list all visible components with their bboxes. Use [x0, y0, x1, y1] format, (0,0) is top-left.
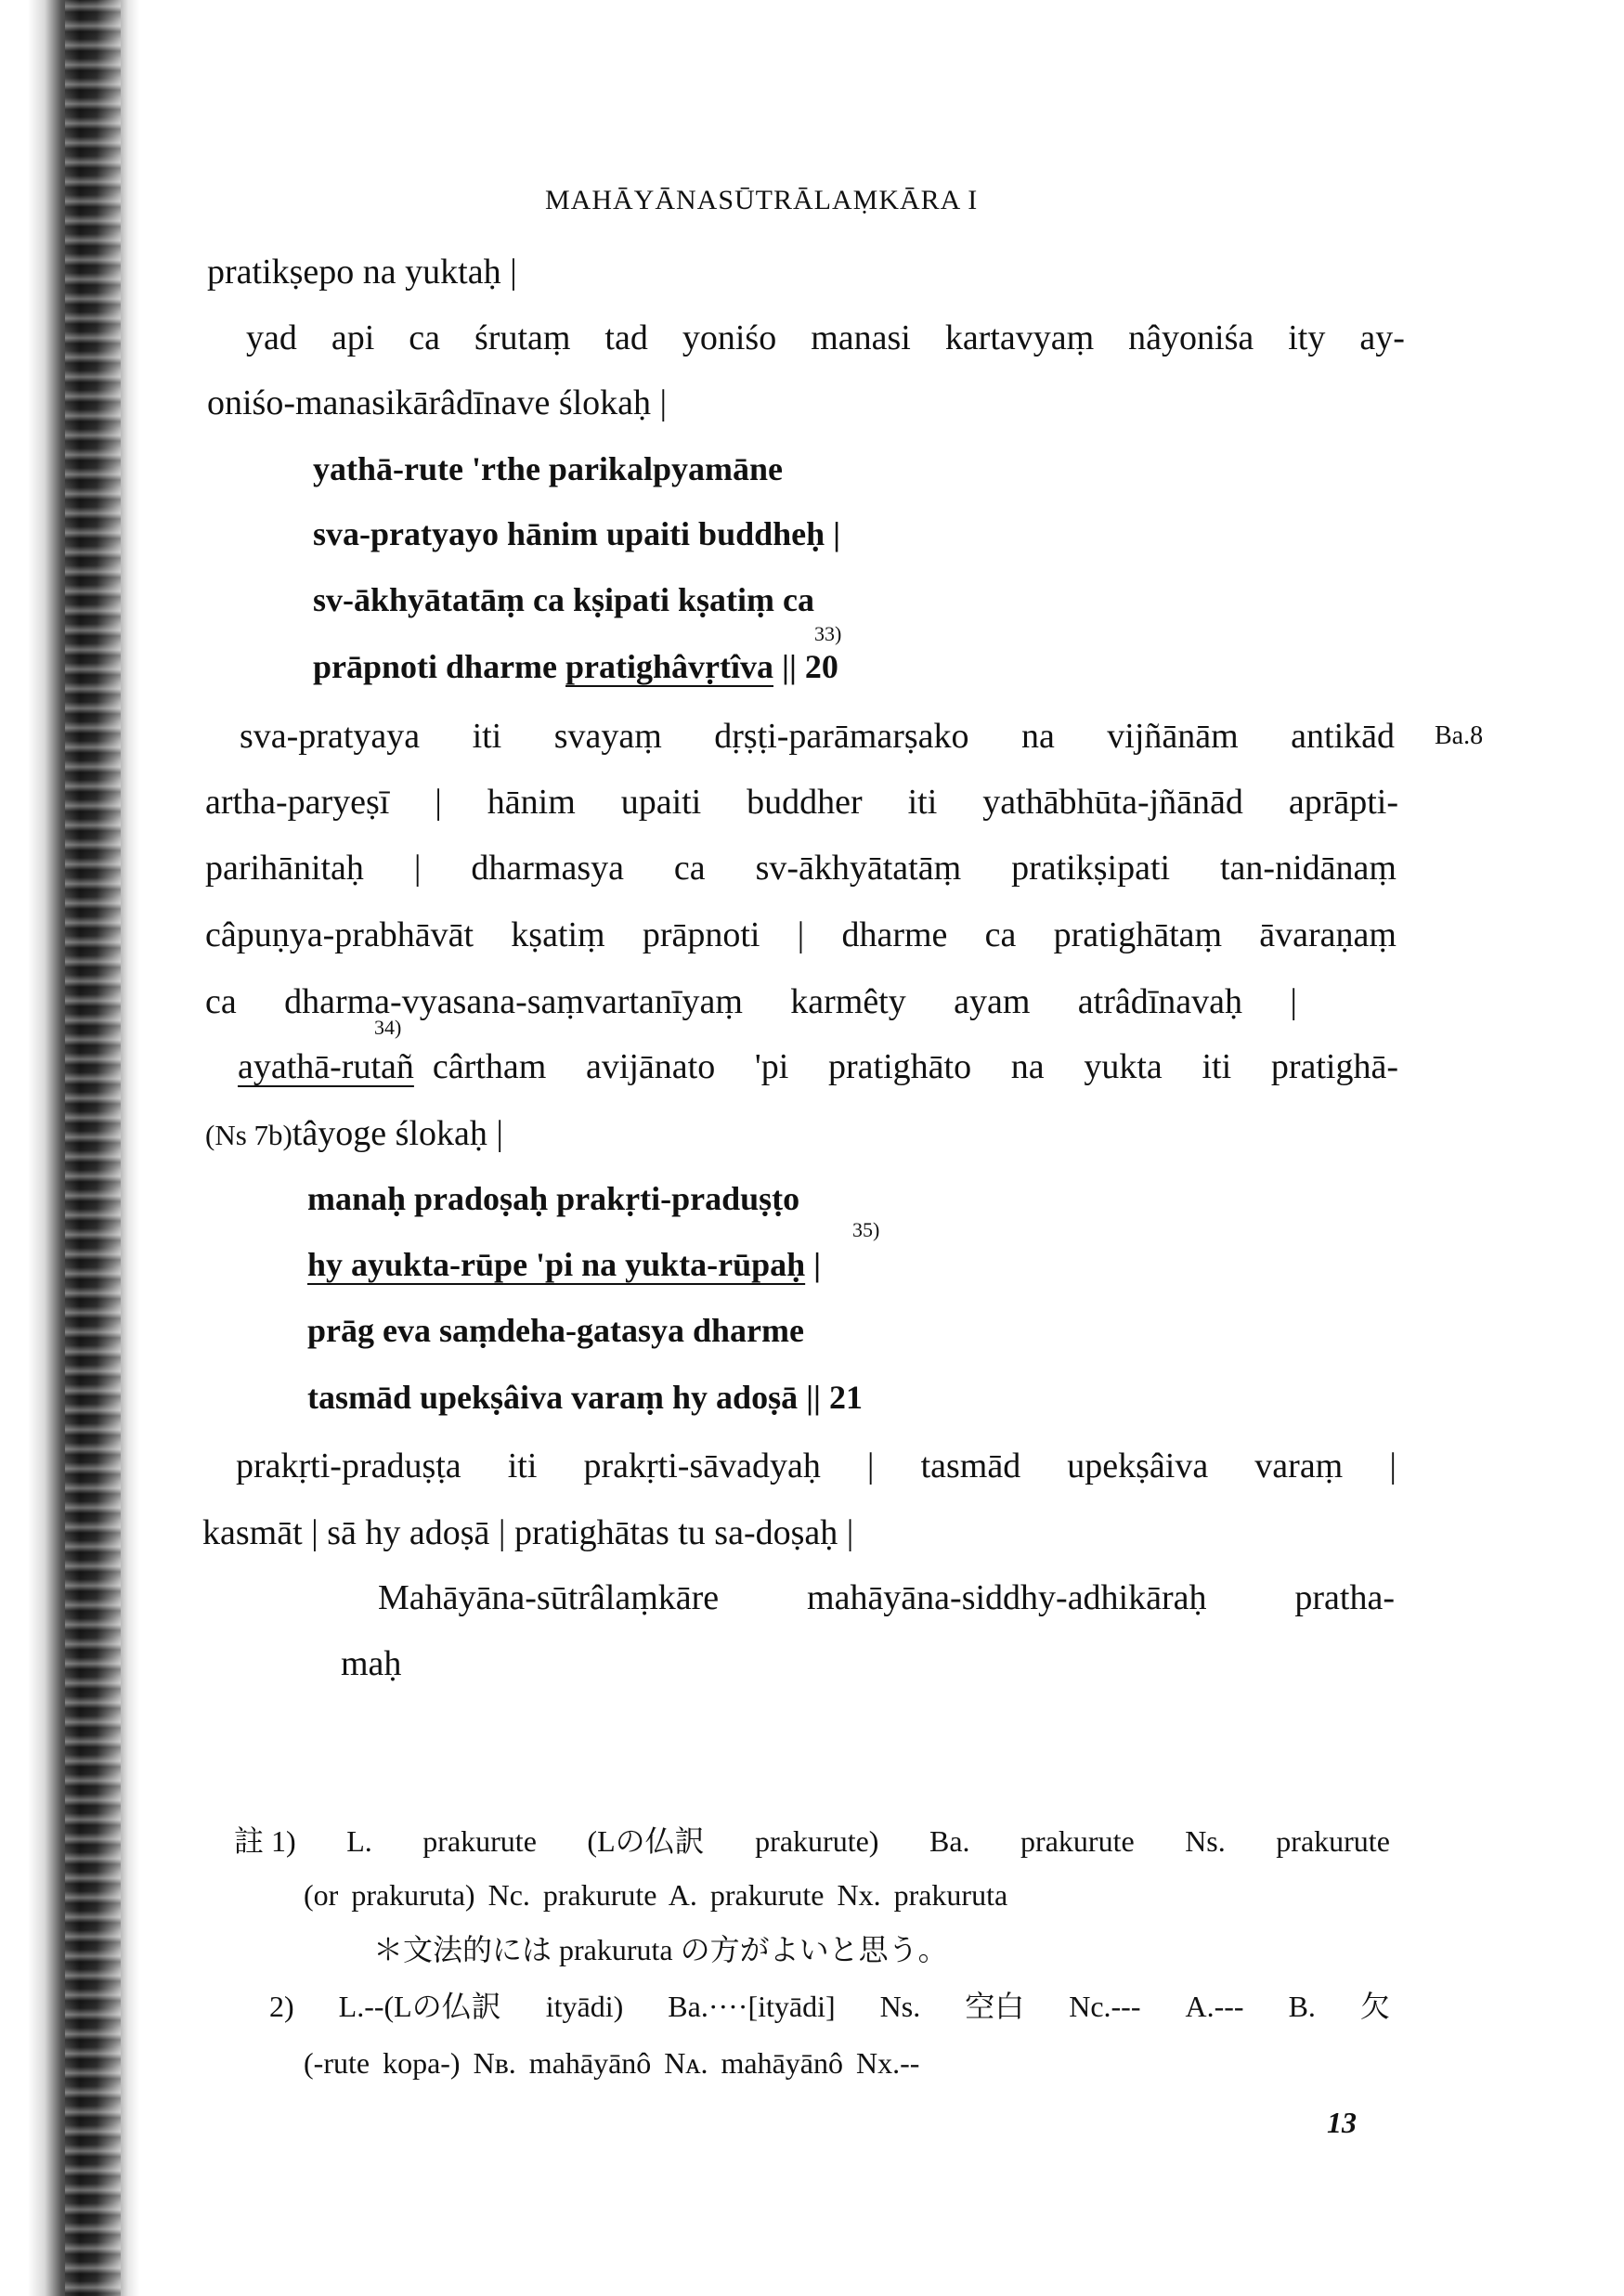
word: iti — [507, 1446, 538, 1485]
book-binding-shadow — [0, 0, 139, 2296]
verse-20-line-a: yathā-rute 'rthe parikalpyamāne — [313, 450, 783, 487]
footnote-1-line-3: ＊文法的には prakuruta の方がよいと思う。 — [373, 1933, 948, 1966]
footnote-2-line-1 — [269, 1991, 1390, 2021]
word: iti — [472, 717, 502, 756]
footnote-ref-35: 35) — [852, 1218, 880, 1241]
word: ca — [205, 982, 237, 1021]
word: yad — [246, 318, 297, 357]
word: 欠 — [1359, 1990, 1390, 2023]
verse-20-underlined: pratighâvṛtîva — [565, 648, 774, 685]
word: ca — [409, 318, 441, 357]
word: dharmasya — [471, 849, 624, 888]
word: artha-paryeṣī — [205, 783, 390, 822]
word: 'pi — [754, 1047, 789, 1086]
word: sv-ākhyātatāṃ — [755, 849, 962, 888]
word: cârtham — [432, 1047, 547, 1086]
word: | — [797, 915, 805, 954]
word: 2) — [269, 1990, 294, 2023]
word: L. — [346, 1824, 372, 1858]
word: | — [435, 783, 442, 822]
verse-20-line-d — [313, 650, 838, 683]
word: prakṛti-praduṣṭa — [236, 1446, 461, 1485]
word: yathābhūta-jñānād — [982, 783, 1243, 822]
commentary-line-6 — [238, 1049, 1398, 1084]
word: hānim — [487, 783, 576, 822]
word: Ba.····[ityādi] — [668, 1990, 836, 2023]
word: yoniśo — [682, 318, 777, 357]
commentary-line-3 — [205, 850, 1397, 886]
word: Ns. — [879, 1990, 921, 2023]
word: ayam — [954, 982, 1031, 1021]
colophon-line-1 — [378, 1580, 1395, 1615]
word: mahāyāna-siddhy-adhikāraḥ — [807, 1578, 1207, 1617]
word: pratighā- — [1270, 1047, 1398, 1086]
word: āvaraṇaṃ — [1259, 915, 1397, 954]
word: Ba. — [929, 1824, 970, 1858]
word: aprāpti- — [1288, 783, 1398, 822]
verse-20-line-c: sv-ākhyātatāṃ ca kṣipati kṣatiṃ ca — [313, 581, 815, 618]
word: A.--- — [1185, 1990, 1244, 2023]
word: | — [413, 849, 422, 888]
word: | — [866, 1446, 875, 1485]
word: L.--(Lの仏訳 — [338, 1990, 501, 2023]
verse-21-line-b-end: | — [805, 1246, 822, 1283]
word: pratighātaṃ — [1053, 915, 1223, 954]
word: vijñānām — [1107, 717, 1239, 756]
text-line-1: pratikṣepo na yuktaḥ | — [207, 253, 517, 292]
word: atrâdīnavaḥ — [1077, 982, 1242, 1021]
word: prakurute — [1020, 1824, 1135, 1858]
footnote-1-line-1 — [234, 1826, 1390, 1856]
verse-21-line-d: tasmād upekṣâiva varaṃ hy adoṣā || 21 — [307, 1379, 863, 1416]
word: prakurute) — [755, 1824, 879, 1858]
word: na — [1010, 1047, 1045, 1086]
word: iti — [907, 783, 938, 822]
word: sva-pratyaya — [240, 717, 421, 756]
word: ca — [673, 849, 706, 888]
word: prāpnoti — [642, 915, 760, 954]
page-number: 13 — [1327, 2106, 1357, 2139]
word: api — [331, 318, 375, 357]
word: Nc.--- — [1069, 1990, 1141, 2023]
footnote-ref-34: 34) — [374, 1016, 402, 1039]
word: avijānato — [585, 1047, 716, 1086]
commentary-line-7 — [205, 1116, 503, 1151]
word: karmêty — [790, 982, 906, 1021]
word: dṛṣṭi-parāmarṣako — [714, 717, 969, 756]
word: nâyoniśa — [1128, 318, 1254, 357]
word: ity — [1288, 318, 1326, 357]
word: śrutaṃ — [474, 318, 571, 357]
word: antikād — [1291, 717, 1395, 756]
word: tan-nidānaṃ — [1219, 849, 1397, 888]
word: Ns. — [1185, 1824, 1226, 1858]
word: câpuṇya-prabhāvāt — [205, 915, 474, 954]
verse-21-line-b — [307, 1248, 821, 1281]
text-line-2 — [246, 320, 1405, 356]
commentary-line-1 — [240, 719, 1395, 754]
commentary-line-4 — [205, 917, 1397, 953]
footnote-2-line-2: (-rute kopa-) Nʙ. mahāyānô Nᴀ. mahāyānô Nx.-- — [304, 2046, 920, 2080]
footnote-ref-33: 33) — [814, 622, 842, 645]
word: prakurute — [1276, 1824, 1390, 1858]
word: upaiti — [620, 783, 702, 822]
commentary-21-line-1 — [236, 1448, 1397, 1484]
word: ca — [984, 915, 1017, 954]
word: tasmād — [920, 1446, 1021, 1485]
colophon-line-2: maḥ — [341, 1644, 402, 1683]
commentary-line-2 — [205, 785, 1398, 820]
word: prakurute — [422, 1824, 537, 1858]
commentary-line-6-underlined: ayathā-rutañ — [238, 1047, 414, 1086]
word: parihānitaḥ — [205, 849, 364, 888]
word: dharma-vyasana-saṃvartanīyaṃ — [284, 982, 743, 1021]
word: yukta — [1084, 1047, 1163, 1086]
word: | — [1290, 982, 1297, 1021]
word: 空白 — [965, 1990, 1025, 2023]
word: kartavyaṃ — [944, 318, 1095, 357]
commentary-line-5 — [205, 984, 1297, 1019]
word: kṣatiṃ — [511, 915, 605, 954]
verse-21-underlined: hy ayukta-rūpe 'pi na yukta-rūpaḥ — [307, 1246, 806, 1283]
word: Mahāyāna-sūtrâlaṃkāre — [378, 1578, 720, 1617]
word: tad — [604, 318, 648, 357]
margin-reference: Ba.8 — [1435, 721, 1484, 750]
word: pratha- — [1294, 1578, 1395, 1617]
running-header: MAHĀYĀNASŪTRĀLAṂKĀRA I — [545, 185, 979, 215]
manuscript-folio-ref: (Ns 7b) — [205, 1119, 292, 1151]
word: manasi — [811, 318, 911, 357]
verse-20-line-b: sva-pratyayo hānim upaiti buddheḥ | — [313, 515, 841, 552]
word: pratikṣipati — [1011, 849, 1171, 888]
word: 註 1) — [234, 1824, 296, 1858]
word: iti — [1202, 1047, 1232, 1086]
verse-21-line-c: prāg eva saṃdeha-gatasya dharme — [307, 1312, 804, 1349]
verse-21-line-a: manaḥ pradoṣaḥ prakṛti-praduṣṭo — [307, 1180, 800, 1217]
word: ay- — [1359, 318, 1405, 357]
commentary-line-7-text: tâyoge ślokaḥ | — [292, 1114, 503, 1153]
word: | — [1389, 1446, 1397, 1485]
word: varaṃ — [1254, 1446, 1344, 1485]
commentary-line-6-rest — [433, 1049, 1398, 1084]
word: B. — [1288, 1990, 1316, 2023]
word: prakṛti-sāvadyaḥ — [583, 1446, 821, 1485]
word: ityādi) — [545, 1990, 624, 2023]
verse-20-line-d-start: prāpnoti dharme — [313, 648, 566, 685]
commentary-21-line-2: kasmāt | sā hy adoṣā | pratighātas tu sa-doṣaḥ | — [202, 1513, 854, 1552]
word: pratighāto — [828, 1047, 972, 1086]
word: (Lの仏訳 — [587, 1824, 705, 1858]
verse-20-number: || 20 — [773, 648, 838, 685]
text-line-3: oniśo-manasikārâdīnave ślokaḥ | — [207, 383, 668, 422]
word: buddher — [747, 783, 863, 822]
word: upekṣâiva — [1067, 1446, 1209, 1485]
word: svayaṃ — [553, 717, 662, 756]
footnote-1-line-2: (or prakuruta) Nc. prakurute A. prakurute Nx. prakuruta — [304, 1878, 1008, 1912]
word: dharme — [841, 915, 948, 954]
word: na — [1020, 717, 1055, 756]
